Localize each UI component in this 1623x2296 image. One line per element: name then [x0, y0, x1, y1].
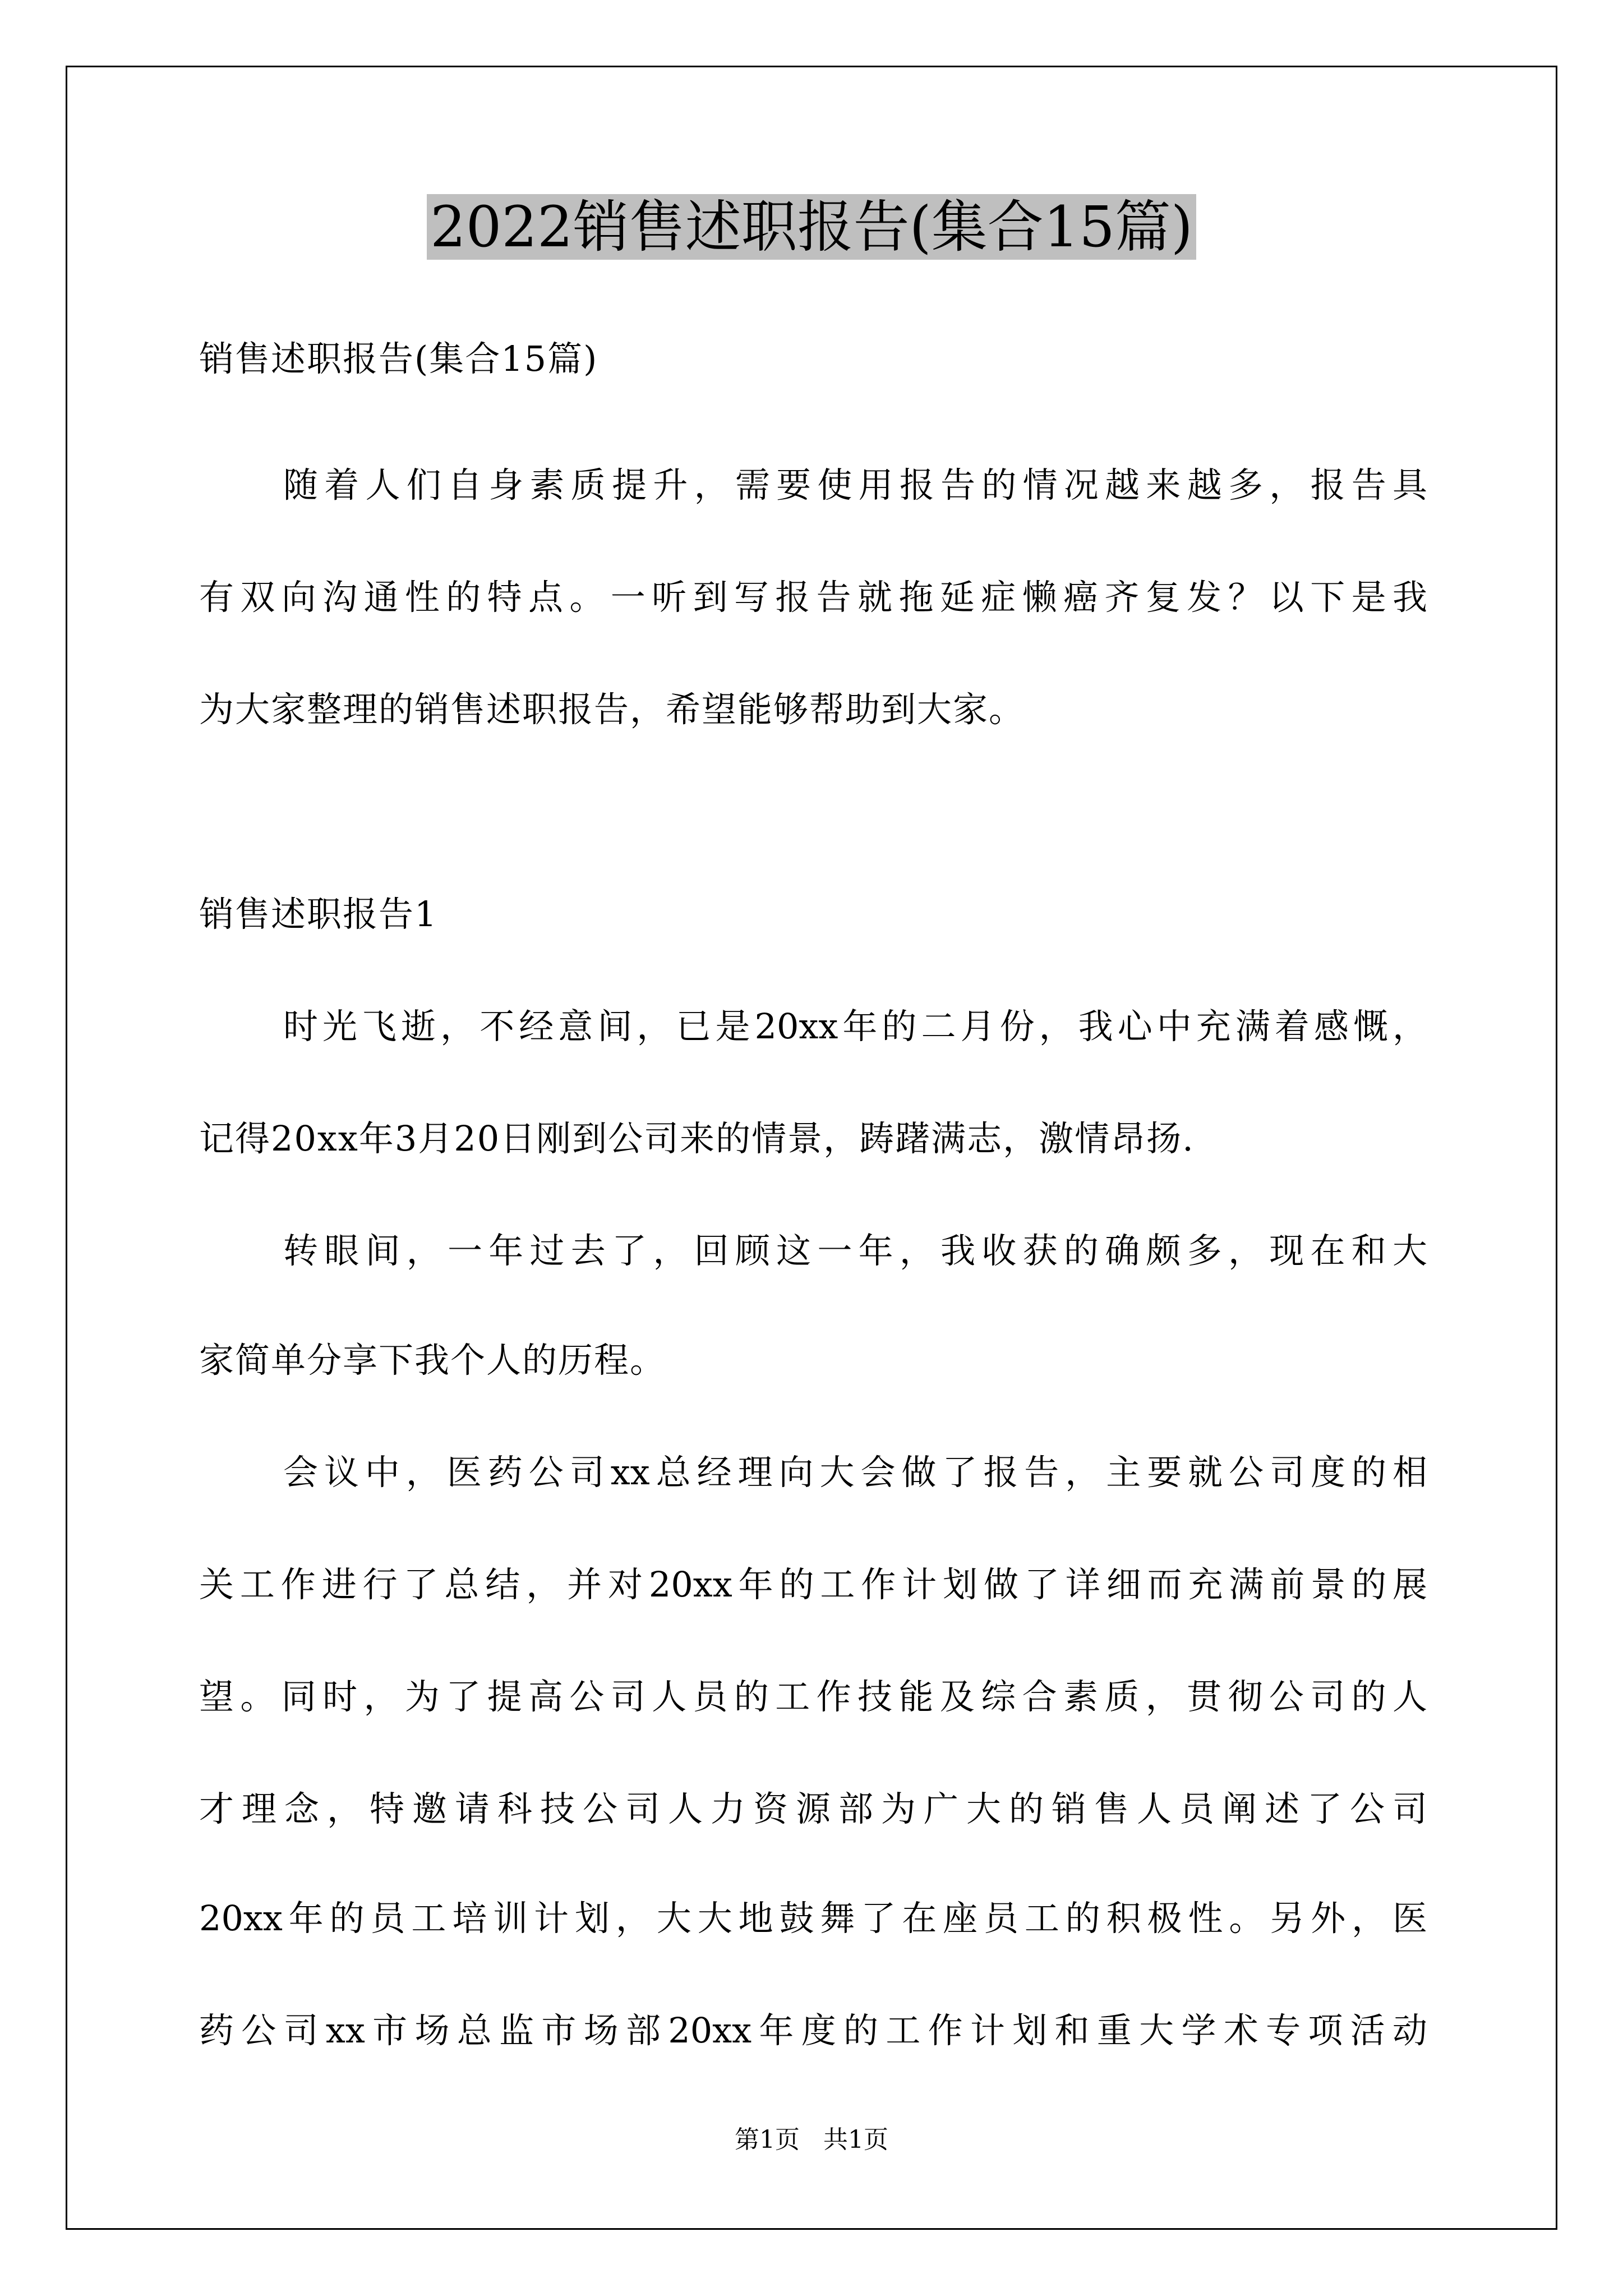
body-line: 时光飞逝，不经意间，已是20xx年的二月份，我心中充满着感慨， — [283, 1006, 1427, 1047]
body-line: 转眼间，一年过去了，回顾这一年，我收获的确颇多，现在和大 — [283, 1230, 1427, 1271]
body-line: 药公司xx市场总监市场部20xx年度的工作计划和重大学术专项活动 — [199, 2010, 1427, 2051]
page-total: 共1页 — [823, 2125, 888, 2154]
intro-line: 有双向沟通性的特点。一听到写报告就拖延症懒癌齐复发？以下是我 — [199, 577, 1427, 618]
intro-line: 为大家整理的销售述职报告，希望能够帮助到大家。 — [199, 689, 1025, 730]
page-footer — [0, 2123, 1623, 2157]
body-line: 20xx年的员工培训计划，大大地鼓舞了在座员工的积极性。另外，医 — [199, 1898, 1427, 1939]
body-line: 家简单分享下我个人的历程。 — [199, 1340, 666, 1381]
document-subtitle: 销售述职报告(集合15篇) — [199, 338, 598, 379]
section-heading: 销售述职报告1 — [199, 894, 438, 935]
body-line: 会议中，医药公司xx总经理向大会做了报告，主要就公司度的相 — [283, 1452, 1427, 1493]
intro-line: 随着人们自身素质提升，需要使用报告的情况越来越多，报告具 — [283, 464, 1427, 505]
body-line: 望。同时，为了提高公司人员的工作技能及综合素质，贯彻公司的人 — [199, 1676, 1427, 1717]
body-line: 才理念，特邀请科技公司人力资源部为广大的销售人员阐述了公司 — [199, 1788, 1427, 1829]
body-line: 关工作进行了总结，并对20xx年的工作计划做了详细而充满前景的展 — [199, 1564, 1427, 1605]
page-number: 第1页 — [735, 2125, 800, 2154]
document-title-text: 2022销售述职报告(集合15篇) — [427, 194, 1196, 260]
body-line: 记得20xx年3月20日刚到公司来的情景，踌躇满志，激情昂扬. — [199, 1118, 1195, 1159]
document-title — [0, 191, 1623, 264]
